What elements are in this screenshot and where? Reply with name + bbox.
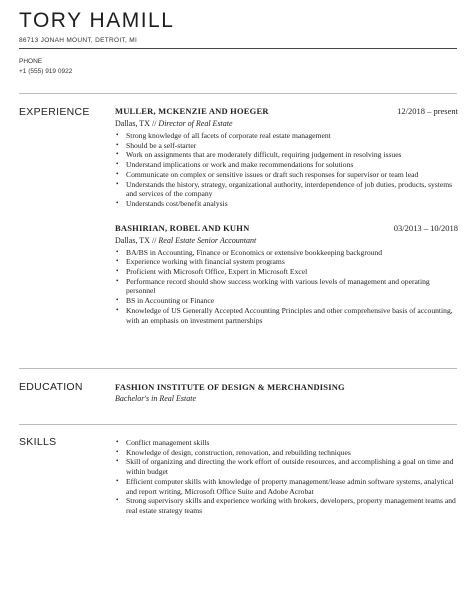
bullet-icon: • [116, 457, 119, 466]
skills-heading: SKILLS [19, 436, 57, 448]
job-company: MULLER, MCKENZIE AND HOEGER [115, 106, 269, 116]
job-entry [115, 106, 458, 209]
bullet-icon: • [116, 447, 119, 456]
list-item [115, 160, 458, 170]
education-school: FASHION INSTITUTE OF DESIGN & MERCHANDISING [115, 382, 345, 392]
list-item [115, 277, 458, 296]
candidate-name: TORY HAMILL [19, 9, 175, 32]
job-location: Dallas, TX [115, 235, 150, 245]
list-item [115, 457, 458, 476]
bullet-icon: • [116, 198, 119, 207]
education-entry [115, 381, 458, 404]
bullet-icon: • [116, 150, 119, 159]
duty-text: Work on assignments that are moderately difficult, requiring judgement in resolving issues [126, 150, 402, 160]
job-separator: // [151, 235, 157, 245]
education-heading: EDUCATION [19, 381, 83, 393]
job-title: Real Estate Senior Accountant [158, 235, 257, 245]
job-dates: 12/2018 – present [397, 106, 458, 116]
list-item [115, 306, 458, 325]
bullet-icon: • [116, 257, 119, 266]
duty-text: BS in Accounting or Finance [126, 296, 215, 306]
skill-text: Efficient computer skills with knowledge of property management/lease admin software systems, analytical and report writing, Microsoft Office Suite and Adobe Acrobat [126, 476, 454, 496]
skill-text: Conflict management skills [126, 438, 210, 447]
experience-divider [19, 93, 457, 94]
duty-text: Understands cost/benefit analysis [126, 198, 228, 208]
bullet-icon: • [116, 179, 119, 188]
list-item [115, 257, 458, 267]
candidate-address: 86713 JONAH MOUNT, DETROIT, MI [19, 37, 138, 44]
job-title: Director of Real Estate [158, 119, 233, 128]
bullet-icon: • [116, 247, 119, 256]
bullet-icon: • [116, 476, 119, 485]
experience-heading: EXPERIENCE [19, 106, 90, 118]
job-duties [115, 131, 458, 209]
list-item [115, 438, 458, 448]
bullet-icon: • [116, 296, 119, 305]
job-header [115, 106, 458, 120]
duty-text: Communicate on complex or sensitive issues or draft such responses for supervisor or team lead [126, 169, 419, 179]
bullet-icon: • [116, 267, 119, 276]
bullet-icon: • [116, 438, 119, 446]
job-separator: // [151, 119, 157, 128]
list-item [115, 267, 458, 277]
skills-divider [19, 424, 457, 425]
skill-text: Skill of organizing and directing the work effort of outside resources, and accomplishing a goal on time and within budget [126, 457, 454, 477]
list-item [115, 180, 458, 199]
duty-text: Should be a self-starter [126, 140, 197, 150]
bullet-icon: • [116, 276, 119, 285]
bullet-icon: • [116, 160, 119, 169]
job-dates: 03/2013 – 10/2018 [393, 222, 458, 233]
list-item [115, 296, 458, 306]
list-item [115, 170, 458, 180]
duty-text: Proficient with Microsoft Office, Expert in Microsoft Excel [126, 267, 308, 277]
list-item [115, 141, 458, 151]
duty-text: Strong knowledge of all facets of corporate real estate management [126, 131, 331, 140]
education-divider [19, 368, 457, 369]
skills-list [115, 438, 458, 516]
skill-text: Knowledge of design, construction, renovation, and rebuilding techniques [126, 447, 351, 457]
header-divider [19, 48, 457, 49]
duty-text: BA/BS in Accounting, Finance or Economics or extensive bookkeeping background [126, 247, 383, 257]
job-subline [115, 119, 458, 129]
list-item [115, 199, 458, 209]
duty-text: Performance record should show success working with various levels of management and operating personnel [126, 276, 430, 296]
job-entry [115, 223, 458, 326]
list-item [115, 496, 458, 515]
job-company: BASHIRIAN, ROBEL AND KUHN [115, 222, 250, 233]
bullet-icon: • [116, 140, 119, 149]
job-header [115, 223, 458, 237]
education-degree: Bachelor's in Real Estate [115, 394, 197, 403]
duty-text: Understand implications or work and make recommendations for solutions [126, 160, 354, 170]
bullet-icon: • [116, 169, 119, 178]
list-item [115, 131, 458, 141]
list-item [115, 477, 458, 496]
duty-text: Experience working with financial system programs [126, 257, 285, 267]
job-location: Dallas, TX [115, 119, 150, 128]
job-duties [115, 248, 458, 326]
bullet-icon: • [116, 305, 119, 314]
phone-label: PHONE [19, 58, 43, 65]
phone-number: +1 (555) 919 0922 [19, 68, 73, 75]
skill-text: Strong supervisory skills and experience working with brokers, developers, property management teams and real estate strategy teams [126, 496, 456, 515]
duty-text: Understands the history, strategy, organizational authority, interdependence of job duties, products, systems and services of the company [126, 179, 453, 199]
list-item [115, 150, 458, 160]
duty-text: Knowledge of US Generally Accepted Accounting Principles and other comprehensive basis of accounting, with an emphasis on investment partnerships [126, 305, 453, 325]
list-item [115, 448, 458, 458]
experience-list [115, 106, 458, 339]
bullet-icon: • [116, 496, 119, 505]
list-item [115, 248, 458, 258]
bullet-icon: • [116, 131, 119, 139]
job-subline [115, 236, 458, 246]
skills-bullets [115, 438, 458, 516]
